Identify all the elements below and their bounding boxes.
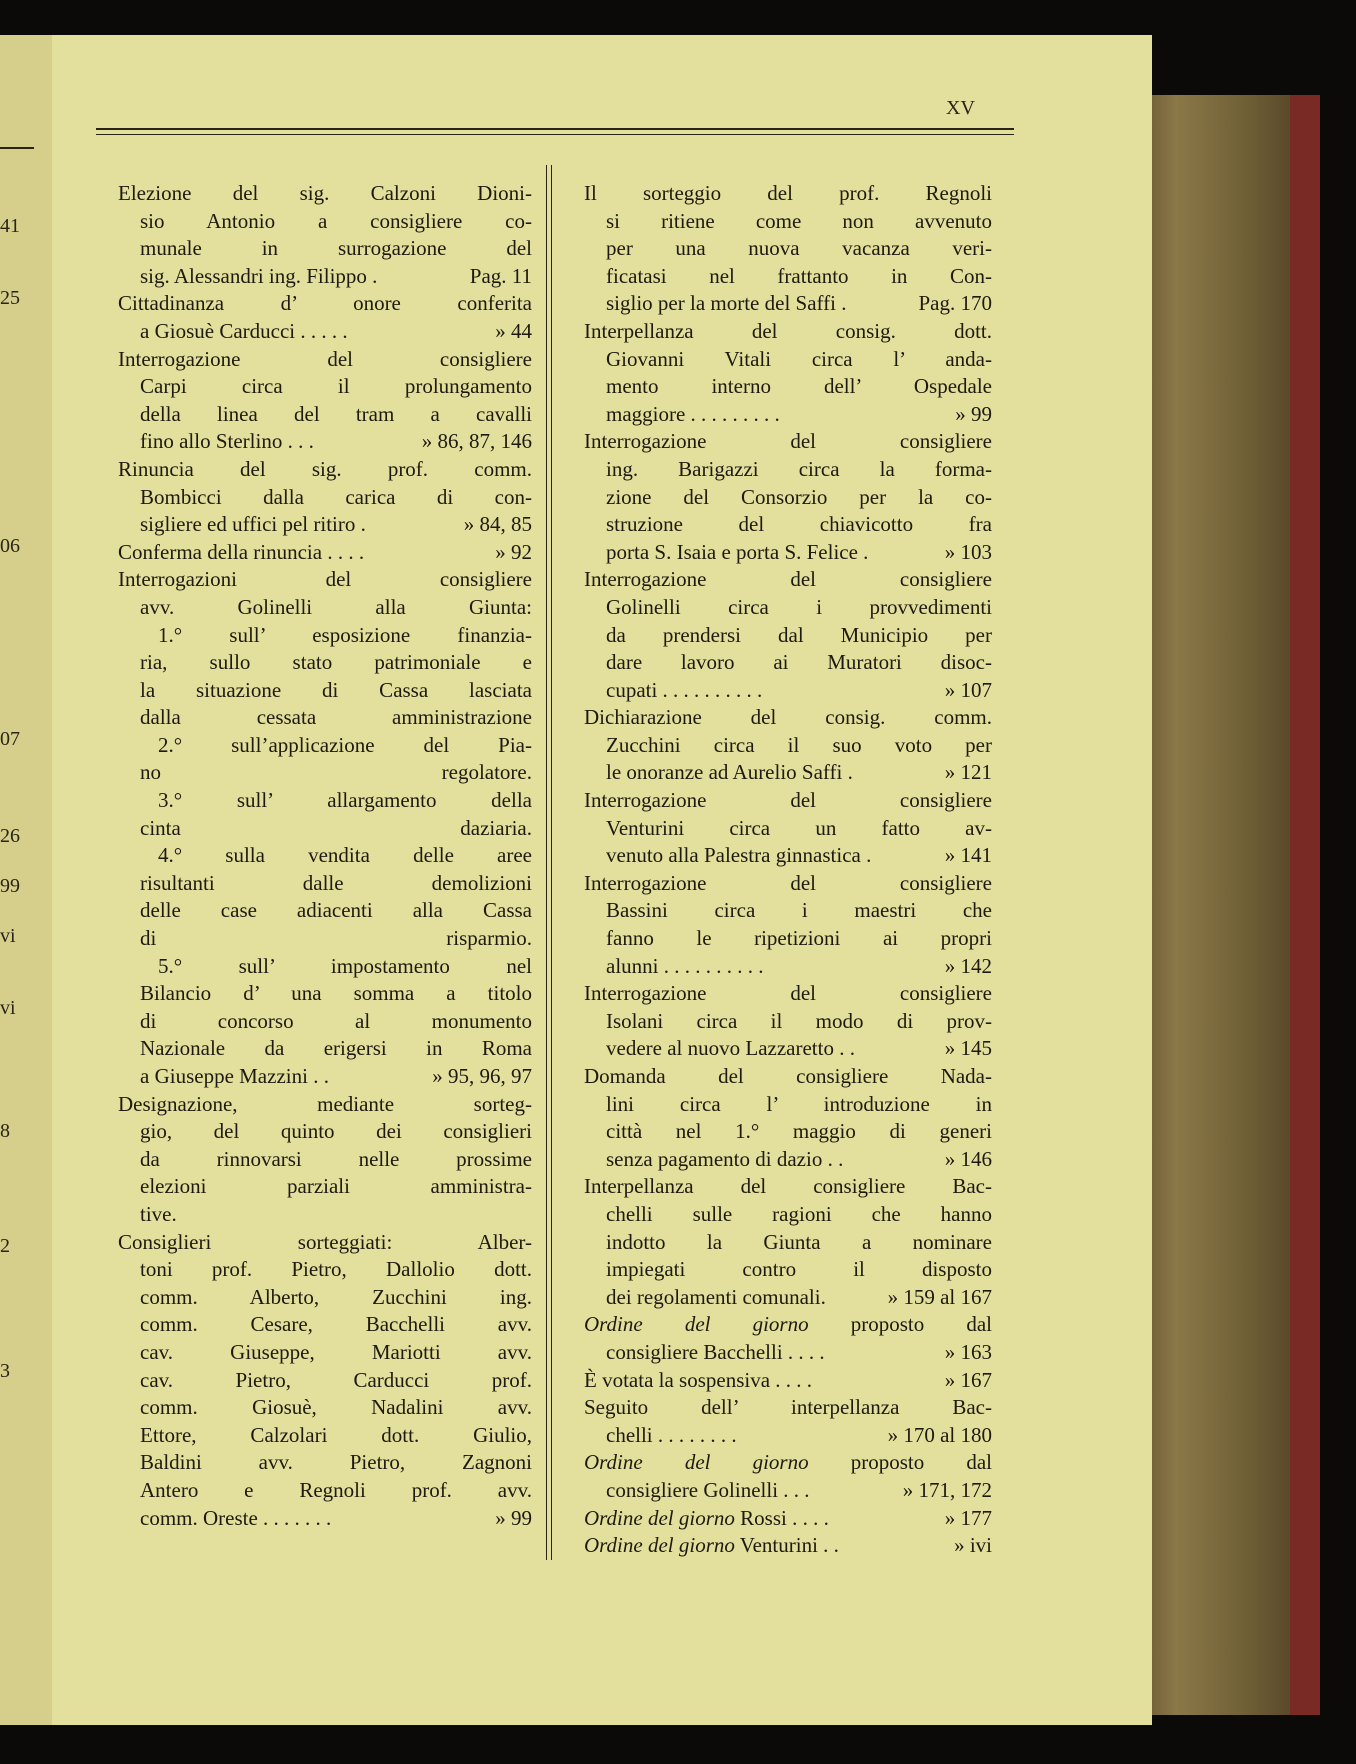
index-entry-line [584, 1284, 992, 1312]
left-page-margin-number: 07 [0, 728, 20, 750]
entry-text: 2.° sull’applicazione del Pia- [158, 732, 532, 757]
index-entry [584, 1367, 992, 1395]
left-page-margin-number: 2 [0, 1235, 10, 1257]
entry-text: elezioni parziali amministra- [140, 1174, 532, 1199]
index-entry-line [584, 815, 992, 843]
page-reference: » 99 [495, 1505, 532, 1530]
left-page-margin-number: 41 [0, 215, 20, 237]
index-entry-line [584, 1394, 992, 1422]
entry-italic-text: Ordine del giorno [584, 1505, 735, 1530]
index-entry [584, 428, 992, 566]
index-entry-line [118, 897, 532, 925]
entry-text: no regolatore. [140, 760, 532, 785]
page-reference: » 163 [944, 1339, 992, 1364]
entry-text: dalla cessata amministrazione [140, 705, 532, 730]
entry-text: 1.° sull’ esposizione finanzia- [158, 622, 532, 647]
page-reference: » 103 [944, 539, 992, 564]
entry-text: comm. Oreste . . . . . . . [140, 1505, 332, 1530]
index-entry-line [118, 787, 532, 815]
index-entry-line [118, 649, 532, 677]
entry-text: munale in surrogazione del [140, 236, 532, 261]
entry-text: indotto la Giunta a nominare [606, 1229, 992, 1254]
entry-text: ficatasi nel frattanto in Con- [606, 263, 992, 288]
entry-text: le onoranze ad Aurelio Saffi . [606, 760, 853, 785]
index-entry [118, 1229, 532, 1533]
index-entry-line [118, 484, 532, 512]
index-entry-line [118, 980, 532, 1008]
entry-text: cupati . . . . . . . . . . [606, 677, 763, 702]
index-entry-line [118, 1035, 532, 1063]
entry-text: da prendersi dal Municipio per [606, 622, 992, 647]
entry-text: Interpellanza del consigliere Bac- [584, 1174, 992, 1199]
entry-text: Ordine del giorno Venturini . . [584, 1533, 839, 1558]
left-page-margin-number: 25 [0, 287, 20, 309]
page-reference: » 159 al 167 [887, 1284, 992, 1309]
left-page-margin-number: 26 [0, 825, 20, 847]
page-reference: » 92 [495, 539, 532, 564]
index-entry-line [118, 1284, 532, 1312]
index-entry-line [118, 953, 532, 981]
index-entry-line [118, 235, 532, 263]
index-entry-line [584, 1449, 992, 1477]
entry-text: Cittadinanza d’ onore conferita [118, 291, 532, 316]
entry-text: 3.° sull’ allargamento della [158, 788, 532, 813]
entry-text: Interrogazioni del consigliere [118, 567, 532, 592]
index-entry-line [584, 870, 992, 898]
index-entry-line [118, 1229, 532, 1257]
index-entry [584, 870, 992, 980]
entry-text: fino allo Sterlino . . . [140, 429, 314, 454]
entry-text: Elezione del sig. Calzoni Dioni- [118, 181, 532, 205]
index-entry-line [584, 1008, 992, 1036]
entry-text: Bassini circa i maestri che [606, 898, 992, 923]
index-entry-line [584, 649, 992, 677]
entry-text: porta S. Isaia e porta S. Felice . [606, 539, 869, 564]
index-entry-line [118, 428, 532, 456]
index-entry-line [584, 180, 992, 208]
index-entry [584, 1311, 992, 1366]
entry-text: comm. Cesare, Bacchelli avv. [140, 1312, 532, 1337]
entry-text: avv. Golinelli alla Giunta: [140, 594, 532, 619]
page-number: XV [946, 97, 975, 119]
entry-text: Zucchini circa il suo voto per [606, 732, 992, 757]
index-entry-line [118, 677, 532, 705]
entry-text: per una nuova vacanza veri- [606, 236, 992, 261]
entry-text: Antero e Regnoli prof. avv. [140, 1477, 532, 1502]
index-entry [118, 1091, 532, 1229]
entry-text: gio, del quinto dei consiglieri [140, 1119, 532, 1144]
index-entry-line [118, 373, 532, 401]
entry-text: Golinelli circa i provvedimenti [606, 594, 992, 619]
index-entry-line [584, 787, 992, 815]
entry-text: Il sorteggio del prof. Regnoli [584, 181, 992, 205]
index-entry-line [118, 704, 532, 732]
page-reference: » 177 [944, 1505, 992, 1530]
page-reference: » ivi [954, 1533, 992, 1558]
entry-text: di concorso al monumento [140, 1008, 532, 1033]
entry-text: da rinnovarsi nelle prossime [140, 1146, 532, 1171]
index-entry-line [584, 456, 992, 484]
left-page-margin-number: vi [0, 997, 16, 1019]
page-reference: » 95, 96, 97 [432, 1064, 532, 1088]
entry-text: struzione del chiavicotto fra [606, 512, 992, 537]
entry-text: si ritiene come non avvenuto [606, 208, 992, 233]
index-entry-line [584, 897, 992, 925]
index-entry-line [584, 1146, 992, 1174]
book-cover [1290, 95, 1320, 1715]
index-entry-line [118, 1201, 532, 1229]
entry-text: 4.° sulla vendita delle aree [158, 843, 532, 868]
index-entry-line [584, 759, 992, 787]
index-entry-line [584, 484, 992, 512]
entry-text: sigliere ed uffici pel ritiro . [140, 512, 366, 537]
entry-text: Consiglieri sorteggiati: Alber- [118, 1229, 532, 1254]
entry-text: ria, sullo stato patrimoniale e [140, 650, 532, 675]
index-entry-line [118, 594, 532, 622]
entry-text: dare lavoro ai Muratori disoc- [606, 650, 992, 675]
index-entry-line [584, 594, 992, 622]
index-entry-line [584, 980, 992, 1008]
entry-text: Designazione, mediante sorteg- [118, 1091, 532, 1116]
index-entry-line [584, 1505, 992, 1533]
index-entry-line [584, 1367, 992, 1395]
index-entry-line [584, 401, 992, 429]
index-column-right [584, 180, 992, 1560]
entry-text: chelli sulle ragioni che hanno [606, 1201, 992, 1226]
entry-text: toni prof. Pietro, Dallolio dott. [140, 1257, 532, 1282]
index-entry-line [584, 511, 992, 539]
page-reference: » 146 [944, 1146, 992, 1171]
index-entry-line [118, 1091, 532, 1119]
entry-text: Interrogazione del consigliere [584, 981, 992, 1006]
entry-text: città nel 1.° maggio di generi [606, 1119, 992, 1144]
index-entry-line [118, 622, 532, 650]
entry-text: Bombicci dalla carica di con- [140, 484, 532, 509]
index-entry-line [118, 1173, 532, 1201]
page-reference: Pag. 170 [918, 291, 992, 316]
entry-text: Interpellanza del consig. dott. [584, 318, 992, 343]
index-entry-line [584, 318, 992, 346]
index-entry-line [118, 566, 532, 594]
index-entry-line [584, 235, 992, 263]
index-entry-line [584, 704, 992, 732]
index-entry-line [118, 1477, 532, 1505]
index-entry-line [118, 1146, 532, 1174]
entry-text: venuto alla Palestra ginnastica . [606, 843, 872, 868]
left-page-edge [0, 35, 55, 1725]
entry-text: lini circa l’ introduzione in [606, 1091, 992, 1116]
index-entry [118, 290, 532, 345]
index-entry-line [118, 539, 532, 567]
entry-text: la situazione di Cassa lasciata [140, 677, 532, 702]
index-entry-line [584, 346, 992, 374]
index-entry-line [584, 1118, 992, 1146]
entry-text: alunni . . . . . . . . . . [606, 953, 764, 978]
index-entry-line [118, 1118, 532, 1146]
page-reference: » 142 [944, 953, 992, 978]
entry-text: Seguito dell’ interpellanza Bac- [584, 1395, 992, 1420]
entry-text: comm. Alberto, Zucchini ing. [140, 1284, 532, 1309]
index-entry-line [584, 566, 992, 594]
index-column-left [118, 180, 532, 1532]
entry-text: consigliere Golinelli . . . [606, 1477, 810, 1502]
entry-text: Ordine del giorno proposto dal [584, 1312, 992, 1337]
page-reference: » 170 al 180 [887, 1422, 992, 1447]
entry-text: mento interno dell’ Ospedale [606, 374, 992, 399]
page-reference: » 167 [944, 1367, 992, 1392]
index-entry [118, 539, 532, 567]
entry-text: Ordine del giorno proposto dal [584, 1450, 992, 1475]
page-reference: » 84, 85 [463, 512, 532, 537]
index-entry-line [118, 208, 532, 236]
page-reference: » 99 [955, 401, 992, 426]
left-page-margin-number: vi [0, 925, 16, 947]
entry-text: cinta daziaria. [140, 815, 532, 840]
left-page-margin-number: 06 [0, 535, 20, 557]
index-entry-line [584, 263, 992, 291]
entry-text: della linea del tram a cavalli [140, 401, 532, 426]
index-entry-line [584, 1063, 992, 1091]
entry-text: ing. Barigazzi circa la forma- [606, 456, 992, 481]
index-entry-line [584, 925, 992, 953]
entry-text: Dichiarazione del consig. comm. [584, 705, 992, 730]
entry-text: Nazionale da erigersi in Roma [140, 1036, 532, 1061]
index-entry [584, 1505, 992, 1533]
index-entry-line [584, 1201, 992, 1229]
entry-text: delle case adiacenti alla Cassa [140, 898, 532, 923]
entry-text: cav. Giuseppe, Mariotti avv. [140, 1339, 532, 1364]
left-page-margin-number: 99 [0, 875, 20, 897]
index-entry-line [584, 1035, 992, 1063]
entry-text: risultanti dalle demolizioni [140, 870, 532, 895]
index-entry-line [118, 456, 532, 484]
entry-text: sig. Alessandri ing. Filippo . [140, 263, 378, 288]
entry-text: comm. Giosuè, Nadalini avv. [140, 1395, 532, 1420]
header-rule [96, 128, 1014, 135]
index-entry-line [584, 1532, 992, 1560]
index-entry [584, 980, 992, 1063]
index-entry [584, 704, 992, 787]
index-entry-line [584, 373, 992, 401]
index-entry-line [118, 180, 532, 208]
index-entry-line [118, 1422, 532, 1450]
entry-text: Baldini avv. Pietro, Zagnoni [140, 1450, 532, 1475]
index-entry [118, 456, 532, 539]
index-entry-line [584, 1422, 992, 1450]
index-entry-line [118, 401, 532, 429]
index-entry [584, 1063, 992, 1173]
index-entry-line [118, 1505, 532, 1533]
entry-text: cav. Pietro, Carducci prof. [140, 1367, 532, 1392]
index-entry-line [584, 1173, 992, 1201]
index-entry-line [118, 1063, 532, 1091]
entry-text: a Giuseppe Mazzini . . [140, 1064, 329, 1088]
index-entry-line [584, 1256, 992, 1284]
index-entry-line [118, 290, 532, 318]
index-entry-line [118, 815, 532, 843]
index-entry [584, 566, 992, 704]
index-entry-line [118, 346, 532, 374]
index-entry-line [584, 1091, 992, 1119]
entry-text: Isolani circa il modo di prov- [606, 1008, 992, 1033]
index-entry-line [584, 953, 992, 981]
page-reference: Pag. 11 [469, 263, 532, 288]
index-entry-line [584, 428, 992, 456]
index-entry-line [584, 290, 992, 318]
entry-text: Interrogazione del consigliere [584, 567, 992, 592]
entry-text: Venturini circa un fatto av- [606, 815, 992, 840]
column-divider [546, 165, 552, 1560]
index-entry [584, 1532, 992, 1560]
entry-text: impiegati contro il disposto [606, 1257, 992, 1282]
entry-text: Interrogazione del consigliere [584, 870, 992, 895]
entry-italic-text: Ordine del giorno [584, 1533, 735, 1558]
entry-text: sio Antonio a consigliere co- [140, 208, 532, 233]
entry-text: senza pagamento di dazio . . [606, 1146, 844, 1171]
entry-text: Carpi circa il prolungamento [140, 374, 532, 399]
page-reference: » 141 [944, 843, 992, 868]
entry-text: Interrogazione del consigliere [118, 346, 532, 371]
entry-text: consigliere Bacchelli . . . . [606, 1339, 825, 1364]
index-entry [584, 787, 992, 870]
index-entry-line [584, 677, 992, 705]
index-entry-line [118, 1367, 532, 1395]
index-entry [584, 1394, 992, 1449]
entry-text: 5.° sull’ impostamento nel [158, 953, 532, 978]
page-reference: » 44 [495, 318, 532, 343]
entry-text: vedere al nuovo Lazzaretto . . [606, 1036, 855, 1061]
entry-text: Bilancio d’ una somma a titolo [140, 981, 532, 1006]
index-entry [118, 346, 532, 456]
entry-text: fanno le ripetizioni ai propri [606, 926, 992, 951]
left-page-margin-number: 8 [0, 1120, 10, 1142]
index-entry-line [118, 1311, 532, 1339]
index-entry-line [584, 842, 992, 870]
entry-text: Giovanni Vitali circa l’ anda- [606, 346, 992, 371]
entry-text: tive. [140, 1201, 177, 1226]
entry-text: siglio per la morte del Saffi . [606, 291, 847, 316]
index-entry [118, 566, 532, 1090]
index-entry-line [118, 842, 532, 870]
entry-text: Domanda del consigliere Nada- [584, 1064, 992, 1088]
index-entry-line [118, 759, 532, 787]
entry-text: chelli . . . . . . . . [606, 1422, 737, 1447]
index-entry-line [118, 732, 532, 760]
entry-text: Rinuncia del sig. prof. comm. [118, 456, 532, 481]
index-entry-line [584, 622, 992, 650]
left-page-rule [0, 147, 34, 149]
entry-text: maggiore . . . . . . . . . [606, 401, 780, 426]
index-entry-line [584, 1339, 992, 1367]
entry-text: a Giosuè Carducci . . . . . [140, 318, 348, 343]
index-entry [584, 180, 992, 318]
entry-text: Interrogazione del consigliere [584, 429, 992, 454]
entry-text: Ordine del giorno Rossi . . . . [584, 1505, 829, 1530]
index-entry-line [584, 1229, 992, 1257]
index-entry [584, 1173, 992, 1311]
entry-text: Ettore, Calzolari dott. Giulio, [140, 1422, 532, 1447]
index-entry-line [118, 1394, 532, 1422]
index-entry-line [584, 539, 992, 567]
index-entry-line [118, 1339, 532, 1367]
left-page-margin-number: 3 [0, 1360, 10, 1382]
index-entry-line [118, 870, 532, 898]
index-entry-line [118, 318, 532, 346]
entry-text: di risparmio. [140, 926, 532, 951]
entry-text: zione del Consorzio per la co- [606, 484, 992, 509]
entry-text: dei regolamenti comunali. [606, 1284, 826, 1309]
index-entry-line [118, 1256, 532, 1284]
page-reference: » 121 [944, 760, 992, 785]
index-entry [584, 318, 992, 428]
index-entry-line [584, 732, 992, 760]
page-reference: » 145 [944, 1036, 992, 1061]
page-reference: » 86, 87, 146 [421, 429, 532, 454]
entry-text: Conferma della rinuncia . . . . [118, 539, 365, 564]
index-entry-line [118, 1449, 532, 1477]
index-entry-line [118, 1008, 532, 1036]
page-reference: » 107 [944, 677, 992, 702]
index-entry-line [118, 925, 532, 953]
entry-text: Interrogazione del consigliere [584, 788, 992, 813]
entry-text: È votata la sospensiva . . . . [584, 1367, 813, 1392]
entry-italic-text: Ordine del giorno [584, 1450, 809, 1475]
index-entry-line [118, 511, 532, 539]
index-entry-line [118, 263, 532, 291]
index-entry-line [584, 1477, 992, 1505]
index-entry [118, 180, 532, 290]
entry-italic-text: Ordine del giorno [584, 1312, 809, 1337]
index-entry-line [584, 208, 992, 236]
index-entry [584, 1449, 992, 1504]
page-reference: » 171, 172 [902, 1477, 992, 1502]
index-entry-line [584, 1311, 992, 1339]
